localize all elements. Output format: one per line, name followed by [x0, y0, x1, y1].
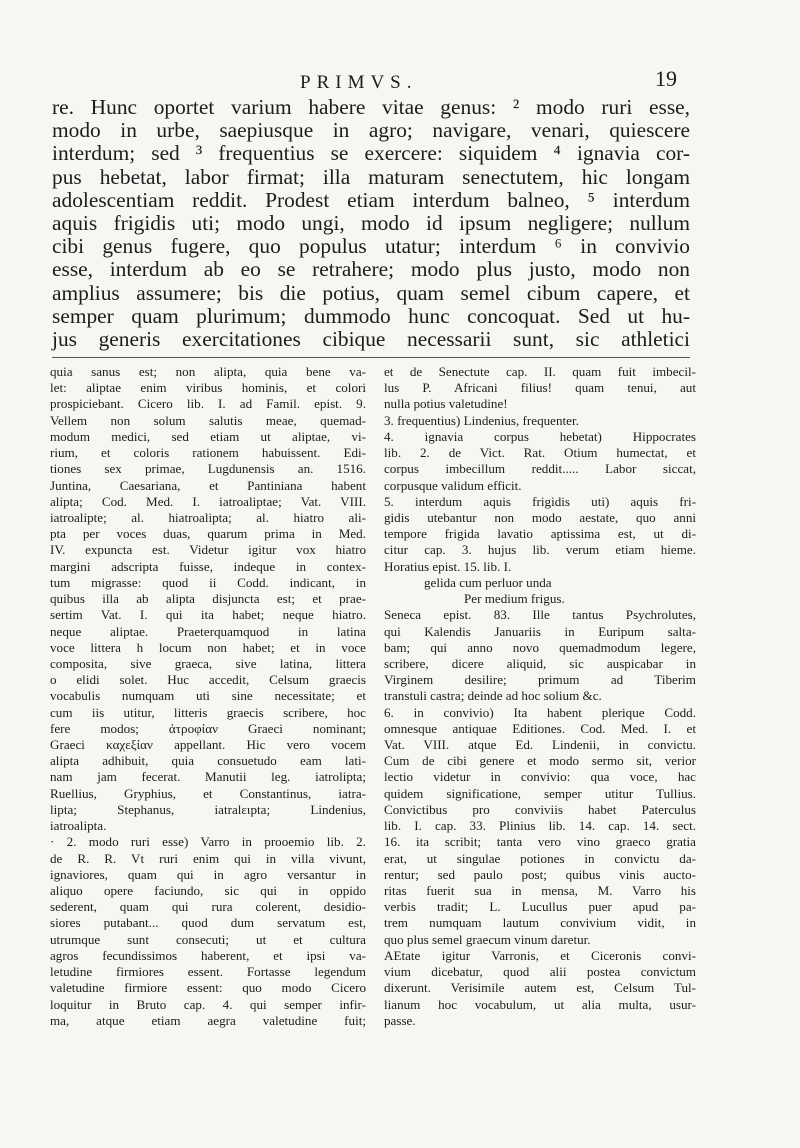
footnote-line: sederent, quam qui rura colerent, desidio-	[50, 899, 366, 915]
footnote-line: trem numquam lautum convivium vidit, in	[384, 915, 696, 931]
footnote-line: loquitur in Bruto cap. 4. qui semper infir-	[50, 996, 366, 1012]
footnote-line: 16. ita scribit; tanta vero vino graeco gratia	[384, 834, 696, 850]
footnote-line: agros fecundissimos haberent, et ipsi va-	[50, 947, 366, 963]
footnotes-left-column	[50, 364, 366, 1029]
footnote-line: IV. expuncta est. Videtur igitur vox hiatro	[50, 542, 366, 558]
footnote-line: nam jam fecerat. Manutii leg. iatrolipta;	[50, 769, 366, 785]
footnote-line: aliquo opere faciundo, sic qui in oppido	[50, 883, 366, 898]
main-text-line: re. Hunc oportet varium habere vitae genus: ² modo ruri esse,	[52, 95, 690, 119]
footnote-line: tiones sex primae, Lugdunensis an. 1516.	[50, 461, 366, 477]
footnote-line: dixerunt. Verisimile autem est, Celsum Tul-	[384, 980, 696, 996]
footnote-line: lib. 2. de Vict. Rat. Otium humectat, et	[384, 445, 696, 461]
footnote-line: quidem significatione, semper utitur Tullius.	[384, 785, 696, 801]
main-text-line: cibi genus fugere, quo populus utatur; interdum ⁶ in convivio	[52, 234, 690, 259]
main-text-line: aquis frigidis uti; modo ungi, modo id ipsum negligere; nullum	[52, 211, 690, 236]
footnote-line: AEtate igitur Varronis, et Ciceronis convi-	[384, 947, 696, 963]
footnote-line: passe.	[384, 1012, 416, 1028]
footnote-line: lectio videtur in convivio: qua voce, hac	[384, 769, 696, 785]
main-text-line: esse, interdum ab eo se retrahere; modo plus justo, modo non	[52, 257, 690, 282]
main-text-line: jus generis exercitationes cibique necessarii sunt, sic athletici	[52, 327, 690, 352]
main-text-line: semper quam plurimum; dummodo hunc concoquat. Sed ut hu-	[52, 303, 690, 328]
footnote-line: Juntina, Caesariana, et Pantiniana habent	[50, 477, 366, 493]
footnote-line: 5. interdum aquis frigidis uti) aquis fri-	[384, 493, 696, 509]
footnote-line: Ruellius, Gryphius, et Constantinus, iatra-	[50, 785, 366, 801]
footnotes-right-column	[384, 364, 696, 1029]
footnote-line: scribere, dicere aliquid, sic auspicabar in	[384, 655, 696, 671]
footnote-line: let: aliptae enim viribus hominis, et colori	[50, 380, 366, 396]
footnote-line: cum iis utitur, litteris graecis scribere, hoc	[50, 704, 366, 720]
footnote-line: prospiciebant. Cicero lib. I. ad Famil. epist. 9.	[50, 396, 366, 412]
main-text-block	[52, 96, 690, 351]
footnote-line: composita, sive graeca, sive latina, littera	[50, 655, 366, 671]
footnote-line: iatroalipta.	[50, 818, 107, 834]
page-number: 19	[655, 66, 677, 91]
footnote-line: alipta adhibuit, quia consuetudo eam lati-	[50, 753, 366, 769]
footnote-line: et de Senectute cap. II. quam fuit imbecil-	[384, 364, 696, 379]
footnote-line: 3. frequentius) Lindenius, frequenter.	[384, 412, 579, 428]
footnote-line: ignaviores, quam qui in agro versantur in	[50, 866, 366, 882]
footnote-line: lianum hoc vocabulum, ut alia multa, usur-	[384, 996, 696, 1012]
verse-line: Per medium frigus.	[464, 591, 565, 607]
footnote-line: bam; qui anno novo quemadmodum legere,	[384, 639, 696, 655]
footnote-line: lib. I. cap. 33. Plinius lib. 14. cap. 14. sect.	[384, 818, 696, 834]
footnote-line: gidis utebantur non modo aestate, quo anni	[384, 509, 696, 525]
footnote-line: lus P. Africani filius! quam tenui, aut	[384, 380, 696, 396]
footnote-line: quo plus semel graecum vinum daretur.	[384, 931, 591, 947]
footnote-line: voce littera h locum non habet; et in voce	[50, 639, 366, 655]
footnote-line: o elidi solet. Huc accedit, Celsum graecis	[50, 672, 366, 688]
footnote-line: valetudine firmiore essent: quo modo Cicero	[50, 980, 366, 996]
footnote-line: Graeci καχεξίαν appellant. Hic vero vocem	[50, 737, 366, 753]
footnote-line: corpus imbecillum reddit..... Labor siccat,	[384, 461, 696, 477]
footnote-line: de R. R. Vt ruri enim qui in villa vivunt,	[50, 850, 366, 866]
footnote-line: ritas fuerit sua in mensa, M. Varro his	[384, 883, 696, 898]
footnote-line: verbis tradit; L. Lucullus puer apud pa-	[384, 899, 696, 915]
footnote-line: tempore frigida lavatio aptissima est, ut di-	[384, 526, 696, 542]
footnote-line: fere modos; ἀτροφίαν Graeci nominant;	[50, 720, 366, 736]
footnote-line: nulla potius valetudine!	[384, 396, 508, 412]
footnote-line: letudine firmiores essent. Fortasse legendum	[50, 964, 366, 980]
footnote-line: Convictibus pro conviviis habet Paterculus	[384, 801, 696, 817]
footnote-line: tum migrasse: quod ii Codd. indicant, in	[50, 574, 366, 590]
footnote-line: 6. in convivio) Ita habent plerique Codd.	[384, 704, 696, 720]
footnote-line: Virginem desilire; primum ad Tiberim	[384, 672, 696, 688]
footnote-line: · 2. modo ruri esse) Varro in prooemio lib. 2.	[50, 834, 366, 850]
footnote-line: Vellem non solum salutis meae, quemad-	[50, 412, 366, 428]
running-head: PRIMVS.	[300, 72, 418, 93]
footnote-line: sertim Vat. I. qui ita habet; neque hiatro.	[50, 607, 366, 623]
footnote-line: Seneca epist. 83. Ille tantus Psychrolutes,	[384, 607, 696, 623]
footnote-line: quia sanus est; non alipta, quia bene va-	[50, 364, 366, 379]
footnote-line: qui Kalendis Januariis in Euripum salta-	[384, 623, 696, 639]
footnote-line: omnesque antiquae Editiones. Cod. Med. I. et	[384, 720, 696, 736]
footnote-line: alipta; Cod. Med. I. iatroaliptae; Vat. VIII.	[50, 493, 366, 509]
footnote-line: Horatius epist. 15. lib. I.	[384, 558, 512, 574]
footnote-line: Cum de cibi genere et modo sermo sit, verior	[384, 753, 696, 769]
footnote-line: ma, atque etiam aegra valetudine fuit;	[50, 1012, 366, 1028]
footnote-line: quibus illa ab alipta disjuncta est; et prae-	[50, 591, 366, 607]
footnote-line: modum medici, sed etiam ut aliptae, vi-	[50, 428, 366, 444]
footnote-line: erat, ut singulae potiones in convictu da-	[384, 850, 696, 866]
footnote-line: iatroalipte; al. hiatroalipta; al. hiatro ali-	[50, 509, 366, 525]
footnote-line: pta per voces duas, quarum prima in Med.	[50, 526, 366, 542]
bleed-through-left	[0, 330, 46, 660]
footnote-line: 4. ignavia corpus hebetat) Hippocrates	[384, 428, 696, 444]
footnote-line: vocabulis numquam uti sine necessitate; et	[50, 688, 366, 704]
bleed-through-right	[700, 340, 800, 1040]
footnote-divider	[52, 357, 690, 358]
footnote-line: siores putabant... quod dum servatum est,	[50, 915, 366, 931]
footnote-line: vium dicebatur, quod alii postea convictum	[384, 964, 696, 980]
main-text-line: amplius assumere; bis die potius, quam semel cibum capere, et	[52, 280, 690, 305]
footnote-line: neque aliptae. Praeterquamquod in latina	[50, 623, 366, 639]
main-text-line: adolescentiam reddit. Prodest etiam interdum balneo, ⁵ interdum	[52, 187, 690, 212]
main-text-line: modo in urbe, saepiusque in agro; navigare, venari, quiescere	[52, 118, 690, 143]
verse-line: gelida cum perluor unda	[424, 574, 552, 590]
main-text-line: pus hebetat, labor firmat; illa maturam senectutem, hic longam	[52, 164, 690, 189]
footnote-line: rentur; sed paulo post; quibus vinis aucto-	[384, 866, 696, 882]
footnote-line: lipta; Stephanus, iatralειpta; Lindenius,	[50, 801, 366, 817]
footnote-line: corpusque validum efficit.	[384, 477, 522, 493]
footnote-line: transtuli castra; deinde ad hoc solium &c.	[384, 688, 602, 704]
main-text-line: interdum; sed ³ frequentius se exercere: siquidem ⁴ ignavia cor-	[52, 141, 690, 166]
footnote-line: margini adscripta fuisse, indeque in contex-	[50, 558, 366, 574]
footnote-line: utrumque sunt consecuti; ut et cultura	[50, 931, 366, 947]
footnote-line: citur cap. 3. hujus lib. verum etiam hieme.	[384, 542, 696, 558]
footnote-line: rium, et coloris rationem habuissent. Edi-	[50, 445, 366, 461]
footnote-line: Vat. VIII. atque Ed. Lindenii, in convictu.	[384, 737, 696, 753]
